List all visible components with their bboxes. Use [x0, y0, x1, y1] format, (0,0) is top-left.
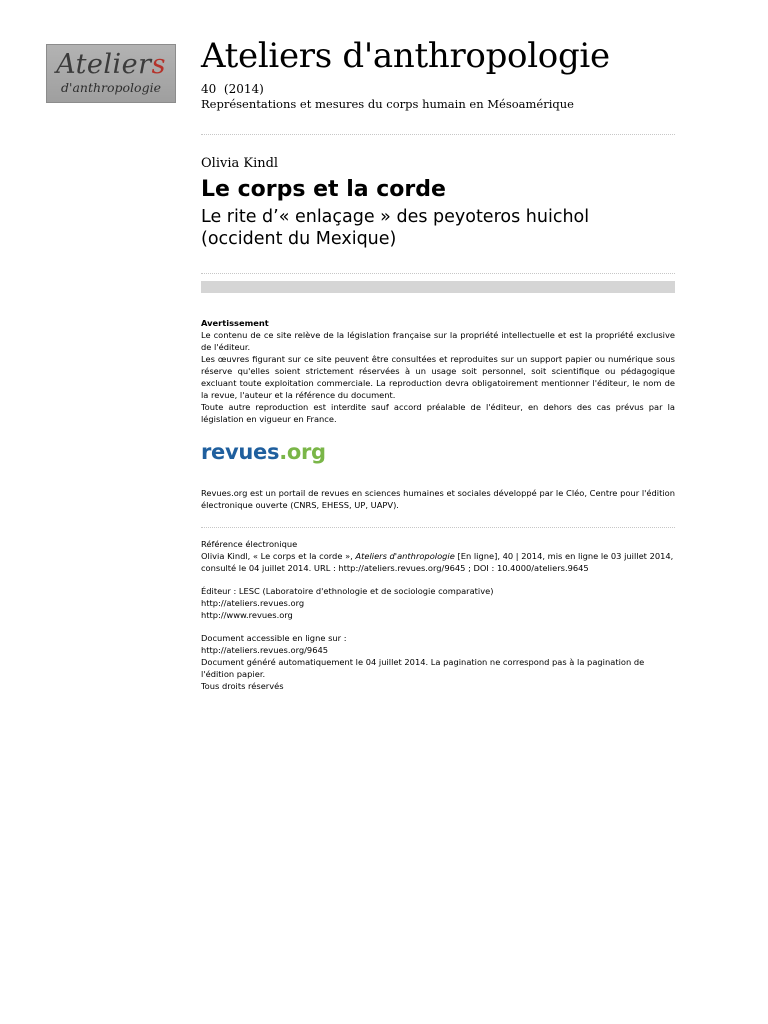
- notice-paragraph: Toute autre reproduction est interdite sauf accord préalable de l'éditeur, en dehors des cas prévus par la législation en vigueur en France.: [201, 402, 675, 424]
- citation-text-start: Olivia Kindl, « Le corps et la corde »,: [201, 551, 356, 561]
- citation-text-end: [En ligne], 40 | 2014, mis en ligne le 03 juillet 2014, consulté le 04 juillet 2014. URL : http://ateliers.revues.org/9645 ; DOI : 10.4000/ateliers.9645: [201, 551, 674, 573]
- issue-number: 40 (2014): [201, 82, 264, 96]
- article-subtitle: Le rite d’« enlaçage » des peyoteros huichol (occident du Mexique): [201, 207, 590, 249]
- journal-logo: [46, 44, 176, 103]
- logo-wordmark: [47, 49, 175, 80]
- generated-note: Document généré automatiquement le 04 juillet 2014. La pagination ne correspond pas à la pagination de l'édition papier.: [201, 657, 645, 679]
- access-link[interactable]: http://ateliers.revues.org/9645: [201, 645, 329, 655]
- reference-label: Référence électronique: [201, 539, 298, 549]
- publisher-link[interactable]: http://www.revues.org: [201, 610, 293, 620]
- notice-paragraph: Les œuvres figurant sur ce site peuvent être consultées et reproduites sur un support papier ou numérique sous réserve qu'elles soient strictement réservées à un usage soit personnel, soit scientifique ou pédagogique excluant toute exploitation commerciale. La reproduction devra obligatoirement mentionner l'éditeur, le nom de la revue, l'auteur et la référence du document.: [201, 354, 675, 400]
- article-author: Olivia Kindl: [201, 156, 279, 171]
- notice-heading: Avertissement: [201, 318, 269, 328]
- divider: [201, 134, 675, 135]
- legal-notice: [201, 317, 675, 425]
- portal-description: Revues.org est un portail de revues en sciences humaines et sociales développé par le Cléo, Centre pour l'édition électronique ouverte (CNRS, EHESS, UP, UAPV).: [201, 488, 675, 510]
- citation-block: [201, 538, 675, 574]
- publisher-name: Éditeur : LESC (Laboratoire d'ethnologie et de sociologie comparative): [201, 586, 494, 596]
- rights-statement: Tous droits réservés: [201, 681, 284, 691]
- logo-wordmark-accent: s: [151, 49, 166, 80]
- logo-wordmark-main: Atelier: [56, 49, 152, 80]
- access-label: Document accessible en ligne sur :: [201, 633, 347, 643]
- electronic-reference: [201, 538, 675, 703]
- revues-logo-part2: .org: [279, 440, 326, 464]
- publisher-link[interactable]: http://ateliers.revues.org: [201, 598, 305, 608]
- revues-org-logo[interactable]: [201, 440, 326, 464]
- issue-subtitle: Représentations et mesures du corps humain en Mésoamérique: [201, 97, 574, 111]
- divider: [201, 527, 675, 528]
- logo-subtitle: d'anthropologie: [61, 80, 161, 95]
- notice-paragraph: Le contenu de ce site relève de la législation française sur la propriété intellectuelle et est la propriété exclusive de l'éditeur.: [201, 330, 675, 352]
- separator-bar: [201, 281, 675, 293]
- article-title: Le corps et la corde: [201, 177, 446, 202]
- publisher-block: [201, 585, 675, 621]
- journal-title: Ateliers d'anthropologie: [201, 36, 610, 76]
- revues-logo-part1: revues: [201, 440, 280, 464]
- access-block: [201, 632, 675, 692]
- citation-journal: Ateliers d'anthropologie: [355, 551, 455, 561]
- divider: [201, 273, 675, 274]
